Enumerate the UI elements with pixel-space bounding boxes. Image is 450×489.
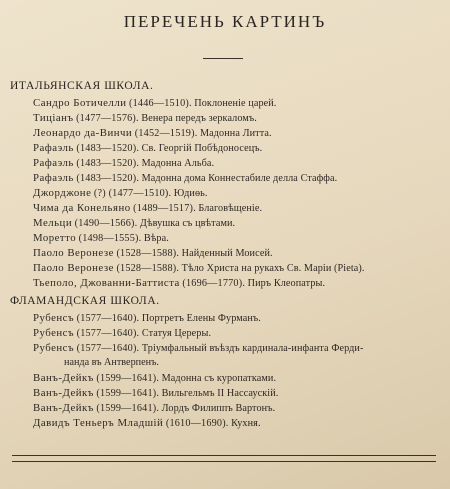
artist-name: Рафаэль	[33, 142, 74, 154]
title-divider	[203, 58, 243, 59]
list-item	[33, 342, 363, 354]
painting-title: Лордъ Филиппъ Вартонъ.	[161, 403, 276, 414]
list-item	[33, 327, 211, 339]
painting-title: Тѣло Христа на рукахъ Св. Маріи (Pieta).	[181, 263, 365, 274]
list-item	[33, 112, 257, 124]
painting-title: Статуя Цереры.	[141, 328, 212, 339]
artist-years: (1483—1520).	[76, 173, 140, 184]
list-item	[33, 277, 325, 289]
artist-name: Чима да Конельяно	[33, 202, 131, 214]
artist-name: Мельци	[33, 217, 73, 229]
artist-name: Джорджоне	[33, 187, 92, 199]
artist-years: (1489—1517).	[133, 203, 196, 214]
artist-name: Рубенсъ	[33, 312, 75, 324]
artist-years: (1483—1520).	[76, 143, 140, 154]
painting-title: Вильгельмъ II Нассаускій.	[161, 388, 279, 399]
painting-title: Вѣра.	[143, 233, 169, 244]
painting-title: Тріумфальный въѣздъ кардинала-инфанта Ферди-	[141, 343, 364, 354]
artist-years: (1599—1641).	[96, 403, 160, 414]
artist-years: (1577—1640).	[76, 313, 140, 324]
list-item	[33, 247, 273, 259]
bottom-rule-lower	[12, 461, 436, 462]
artist-years: (1599—1641).	[96, 388, 160, 399]
list-item	[33, 262, 365, 274]
artist-years: (1696—1770).	[182, 278, 246, 289]
artist-years: (1477—1576).	[76, 113, 139, 124]
painting-title: Св. Георгій Побѣдоносецъ.	[141, 143, 263, 154]
list-item	[33, 312, 261, 324]
artist-name: Тиціанъ	[33, 112, 74, 124]
artist-name: Рубенсъ	[33, 342, 75, 354]
painting-title: Благовѣщеніе.	[198, 203, 263, 214]
artist-years: (1446—1510).	[129, 98, 192, 109]
painting-title-continuation: нанда въ Антверпенъ.	[64, 357, 159, 368]
artist-name: Паоло Веронезе	[33, 247, 114, 259]
page-title: ПЕРЕЧЕНЬ КАРТИНЪ	[123, 12, 327, 31]
artist-years: (1577—1640).	[76, 328, 140, 339]
artist-name: Ванъ-Дейкъ	[33, 402, 94, 414]
list-item	[33, 402, 275, 414]
painting-title: Мадонна Альба.	[141, 158, 215, 169]
painting-title: Дѣвушка съ цвѣтами.	[139, 218, 236, 229]
list-item	[33, 217, 235, 229]
artist-years: (?) (1477—1510).	[93, 188, 172, 199]
painting-title: Мадонна Литта.	[199, 128, 272, 139]
list-item	[33, 187, 208, 199]
artist-years: (1483—1520).	[76, 158, 140, 169]
painting-title: Пиръ Клеопатры.	[247, 278, 326, 289]
artist-years: (1490—1566).	[74, 218, 138, 229]
list-item	[33, 417, 261, 429]
list-item	[33, 202, 262, 214]
artist-years: (1528—1588).	[116, 248, 180, 259]
painting-title: Мадонна дома Коннестабиле делла Стаффа.	[141, 173, 338, 184]
artist-name: Давидъ Теньеръ Младшій	[33, 417, 164, 429]
list-item	[33, 127, 272, 139]
artist-name: Сандро Ботичелли	[33, 97, 127, 109]
painting-title: Портретъ Елены Фурманъ.	[141, 313, 261, 324]
painting-title: Венера передъ зеркаломъ.	[141, 113, 257, 124]
artist-name: Рафаэль	[33, 172, 74, 184]
list-item	[33, 97, 276, 109]
artist-name: Моретто	[33, 232, 77, 244]
section-heading-flemish: ФЛАМАНДСКАЯ ШКОЛА.	[10, 295, 160, 307]
list-item	[33, 157, 214, 169]
artist-name: Леонардо да-Винчи	[33, 127, 133, 139]
artist-name: Тьеполо, Джованни-Баттиста	[33, 277, 180, 289]
artist-name: Ванъ-Дейкъ	[33, 387, 94, 399]
list-item	[33, 142, 262, 154]
artist-years: (1577—1640).	[76, 343, 140, 354]
artist-name: Паоло Веронезе	[33, 262, 114, 274]
list-item	[33, 372, 276, 384]
bottom-rule-upper	[12, 455, 436, 456]
list-item	[33, 387, 278, 399]
artist-name: Ванъ-Дейкъ	[33, 372, 94, 384]
artist-name: Рафаэль	[33, 157, 74, 169]
painting-title: Найденный Моисей.	[181, 248, 273, 259]
list-item	[33, 172, 337, 184]
painting-title: Кухня.	[231, 418, 261, 429]
artist-name: Рубенсъ	[33, 327, 75, 339]
list-item	[33, 232, 169, 244]
artist-years: (1528—1588).	[116, 263, 180, 274]
artist-years: (1452—1519).	[134, 128, 198, 139]
artist-years: (1610—1690).	[165, 418, 229, 429]
painting-title: Мадонна съ куропатками.	[161, 373, 277, 384]
artist-years: (1498—1555).	[78, 233, 142, 244]
section-heading-italian: ИТАЛЬЯНСКАЯ ШКОЛА.	[10, 80, 154, 92]
artist-years: (1599—1641).	[96, 373, 160, 384]
painting-title: Поклоненіе царей.	[194, 98, 277, 109]
painting-title: Юдиѳь.	[173, 188, 208, 199]
